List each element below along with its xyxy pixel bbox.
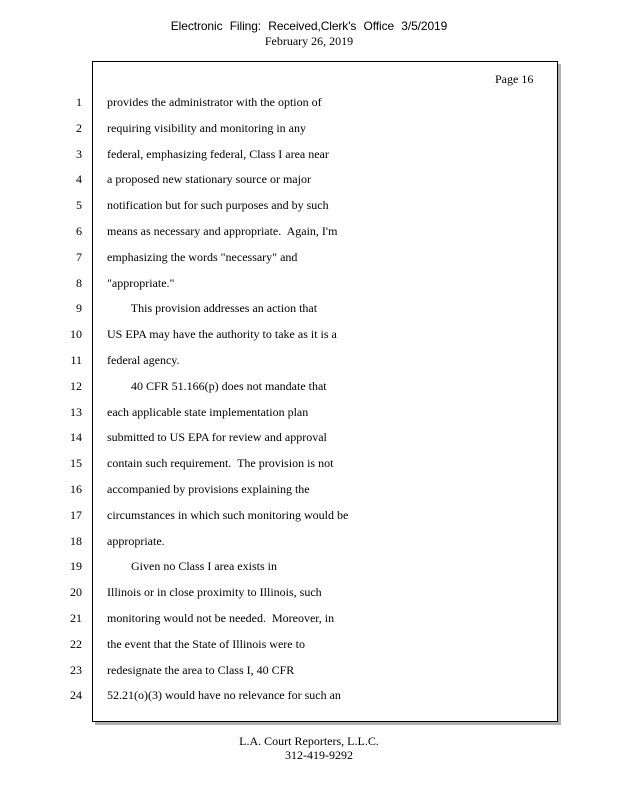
line-number: 19	[70, 559, 82, 574]
filing-stamp	[0, 19, 618, 49]
transcript-line: federal agency.	[107, 352, 180, 367]
line-number: 7	[76, 249, 82, 264]
line-number: 4	[76, 172, 82, 187]
filing-stamp-text: Electronic Filing: Received,Clerk's Office 3/5/2019	[170, 19, 448, 33]
transcript-body	[107, 94, 547, 713]
reporter-phone: 312-419-9292	[285, 748, 353, 762]
line-number: 20	[70, 585, 82, 600]
line-number: 2	[76, 120, 82, 135]
transcript-line: provides the administrator with the option of	[107, 95, 322, 109]
filing-date: February 26, 2019	[264, 34, 354, 48]
transcript-line: 40 CFR 51.166(p) does not mandate that	[107, 378, 327, 393]
line-number: 5	[76, 198, 82, 213]
transcript-line: circumstances in which such monitoring would be	[107, 507, 349, 522]
line-number: 10	[70, 327, 82, 342]
transcript-line: This provision addresses an action that	[107, 301, 318, 316]
line-number-column	[60, 94, 82, 713]
line-number: 24	[70, 688, 82, 703]
page-number: Page 16	[495, 72, 534, 86]
transcript-line: Given no Class I area exists in	[107, 559, 277, 574]
transcript-line: Illinois or in close proximity to Illinois, such	[107, 585, 322, 600]
transcript-line: redesignate the area to Class I, 40 CFR	[107, 662, 295, 677]
transcript-line: federal, emphasizing federal, Class I area near	[107, 146, 329, 161]
line-number: 14	[70, 430, 82, 445]
transcript-line: a proposed new stationary source or major	[107, 172, 311, 187]
transcript-line: means as necessary and appropriate. Again, I'm	[107, 223, 338, 238]
transcript-line: submitted to US EPA for review and approval	[107, 430, 327, 445]
line-number: 6	[76, 223, 82, 238]
line-number: 23	[70, 662, 82, 677]
line-number: 3	[76, 146, 82, 161]
reporter-footer	[0, 734, 618, 762]
line-number: 8	[76, 275, 82, 290]
line-number: 18	[70, 533, 82, 548]
line-number: 13	[70, 404, 82, 419]
line-number: 12	[70, 378, 82, 393]
line-number: 15	[70, 456, 82, 471]
transcript-line: 52.21(o)(3) would have no relevance for such an	[107, 688, 341, 703]
transcript-line: the event that the State of Illinois were to	[107, 636, 305, 651]
transcript-line: emphasizing the words "necessary" and	[107, 249, 298, 264]
line-number: 22	[70, 636, 82, 651]
reporter-company: L.A. Court Reporters, L.L.C.	[239, 734, 379, 748]
transcript-line: appropriate.	[107, 533, 165, 548]
transcript-line: contain such requirement. The provision is not	[107, 456, 334, 471]
transcript-line: accompanied by provisions explaining the	[107, 481, 310, 496]
line-number: 21	[70, 610, 82, 625]
transcript-line: requiring visibility and monitoring in any	[107, 120, 306, 135]
line-number: 9	[76, 301, 82, 316]
line-number: 11	[70, 352, 82, 367]
transcript-line: US EPA may have the authority to take as it is a	[107, 327, 337, 342]
line-number: 17	[70, 507, 82, 522]
transcript-line: notification but for such purposes and by such	[107, 198, 329, 213]
transcript-line: each applicable state implementation plan	[107, 404, 309, 419]
line-number: 1	[76, 95, 82, 109]
line-number: 16	[70, 481, 82, 496]
transcript-line: "appropriate."	[107, 275, 175, 290]
transcript-line: monitoring would not be needed. Moreover, in	[107, 610, 335, 625]
